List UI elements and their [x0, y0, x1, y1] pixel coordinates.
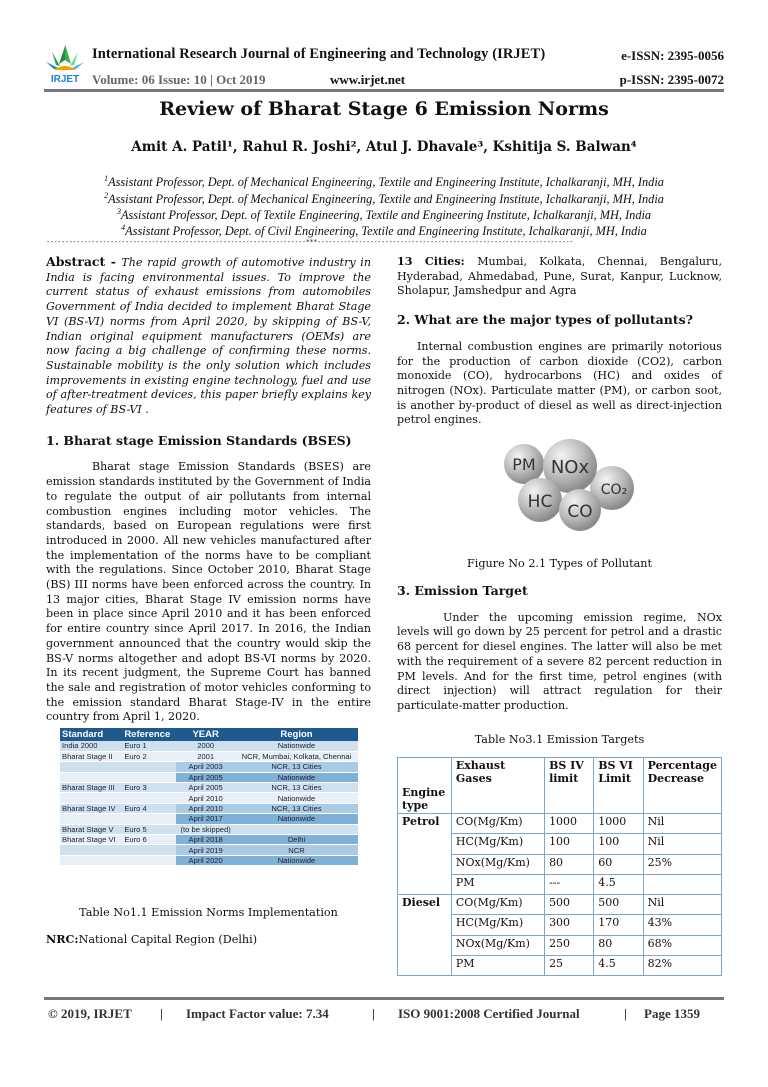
table-cell: Bharat Stage VI	[60, 835, 122, 845]
footer-rule	[44, 997, 724, 1000]
engine-type-cell	[398, 956, 452, 976]
table-header-cell: BS IV limit	[545, 758, 594, 814]
footer-copyright: © 2019, IRJET	[48, 1006, 132, 1021]
engine-type-cell	[398, 935, 452, 955]
table-cell	[235, 824, 358, 834]
table-cell: 2000	[176, 741, 235, 751]
svg-text:CO: CO	[567, 502, 593, 522]
figure-2-caption: Figure No 2.1 Types of Pollutant	[467, 557, 652, 570]
table-cell: 4.5	[594, 956, 643, 976]
table-1-caption: Table No1.1 Emission Norms Implementation	[79, 906, 338, 919]
p-issn: p-ISSN: 2395-0072	[619, 72, 724, 87]
table-row	[60, 814, 358, 824]
table-cell: 25%	[643, 854, 721, 874]
table-row	[398, 915, 722, 935]
table-row	[398, 874, 722, 894]
table-cell: (to be skipped)	[176, 824, 235, 834]
engine-type-cell	[398, 915, 452, 935]
affiliation-3: $^3$Assistant Professor, Dept. of Textile Engineering, Textile and Engineering Institute, Ichalkaranji, MH, India	[116, 207, 652, 223]
website-link[interactable]: www.irjet.net	[330, 72, 406, 87]
table-cell: 25	[545, 956, 594, 976]
table-row	[60, 741, 358, 751]
table-row	[398, 956, 722, 976]
journal-name: International Research Journal of Engineering and Technology (IRJET)	[92, 46, 546, 62]
table-cell: 100	[594, 834, 643, 854]
volume-issue: Volume: 06 Issue: 10 | Oct 2019	[92, 72, 266, 87]
table-cell: April 2003	[176, 762, 235, 772]
table-row	[60, 772, 358, 782]
table-cell: 2001	[176, 751, 235, 761]
table-cell	[122, 772, 176, 782]
table-cell: 250	[545, 935, 594, 955]
table-row	[398, 834, 722, 854]
table-row	[60, 783, 358, 793]
table-cell: Nationwide	[235, 741, 358, 751]
table-3-caption: Table No3.1 Emission Targets	[474, 733, 645, 746]
table-row	[60, 793, 358, 803]
table-cell: 82%	[643, 956, 721, 976]
table-cell: NCR, 13 Cities	[235, 803, 358, 813]
abstract: Abstract - The rapid growth of automotive industry in India is facing environmental issues. To improve the current status of exhaust emissions from automobiles Government of India decided to implement Bharat Stage VI (BS-VI) norms from April 2020, by skipping of BS-V, Indian original equipment manufacturers (OEMs) are now facing a big challenge of confirming these norms. Sustainable mobility is the only solution which includes improvements in existing engine technology, fuel and use of after-treatment devices, this paper briefly explains key features of BS-VI .	[46, 254, 371, 417]
table-cell: Delhi	[235, 835, 358, 845]
left-column	[46, 255, 371, 725]
table-cell: April 2020	[176, 855, 235, 865]
emission-targets-table	[397, 757, 722, 976]
table-cell: 170	[594, 915, 643, 935]
table-cell: April 2005	[176, 783, 235, 793]
table-cell: NOx(Mg/Km)	[451, 854, 544, 874]
emission-norms-table	[60, 728, 358, 866]
engine-type-cell: Petrol	[398, 814, 452, 834]
table-cell: 80	[545, 854, 594, 874]
footer-impact-factor: Impact Factor value: 7.34	[186, 1006, 329, 1021]
table-cell: Euro 6	[122, 835, 176, 845]
table-cell	[122, 762, 176, 772]
table-cell: PM	[451, 956, 544, 976]
table-cell: ---	[545, 874, 594, 894]
table-cell: 500	[545, 895, 594, 915]
table-cell: Bharat Stage IV	[60, 803, 122, 813]
table-cell: NOx(Mg/Km)	[451, 935, 544, 955]
table-cell	[60, 855, 122, 865]
table-cell	[643, 874, 721, 894]
table-cell: April 2019	[176, 845, 235, 855]
table-row	[60, 803, 358, 813]
table-cell: 80	[594, 935, 643, 955]
table-cell: Bharat Stage V	[60, 824, 122, 834]
table-cell	[122, 845, 176, 855]
table-cell: HC(Mg/Km)	[451, 834, 544, 854]
right-column	[397, 255, 722, 428]
affiliation-1: $^1$Assistant Professor, Dept. of Mechanical Engineering, Textile and Engineering Institute, Ichalkaranji, MH, India	[104, 174, 664, 190]
table-header-cell: Percentage Decrease	[643, 758, 721, 814]
table-cell: April 2010	[176, 803, 235, 813]
table-cell: Nationwide	[235, 855, 358, 865]
table-header-row	[398, 758, 722, 814]
page-footer: © 2019, IRJET | Impact Factor value: 7.34 | ISO 9001:2008 Certified Journal | Page 1359	[48, 1006, 700, 1021]
table-row	[60, 762, 358, 772]
separator-line: ---------------------------------------------------------------------***--------------------------------------------------------------------	[46, 238, 574, 246]
table-row	[60, 835, 358, 845]
table-cell: 300	[545, 915, 594, 935]
section-1-heading: 1. Bharat stage Emission Standards (BSES)	[46, 432, 352, 448]
pollutant-figure	[500, 438, 640, 532]
table-cell: 500	[594, 895, 643, 915]
e-issn: e-ISSN: 2395-0056	[621, 48, 724, 63]
table-cell: CO(Mg/Km)	[451, 814, 544, 834]
table-cell: April 2018	[176, 835, 235, 845]
table-cell: CO(Mg/Km)	[451, 895, 544, 915]
table-cell: PM	[451, 874, 544, 894]
table-cell: Euro 5	[122, 824, 176, 834]
table-row	[398, 814, 722, 834]
table-cell	[122, 855, 176, 865]
table-cell	[122, 814, 176, 824]
nrc-note: NRC:National Capital Region (Delhi)	[46, 932, 258, 946]
table-cell: Bharat Stage III	[60, 783, 122, 793]
table-cell: Euro 2	[122, 751, 176, 761]
table-row	[398, 854, 722, 874]
table-cell: Nil	[643, 895, 721, 915]
svg-text:PM: PM	[512, 455, 536, 474]
table-cell: India 2000	[60, 741, 122, 751]
table-row	[60, 845, 358, 855]
table-cell	[60, 845, 122, 855]
section-2-heading: 2. What are the major types of pollutants?	[397, 312, 693, 328]
journal-header	[44, 40, 724, 90]
table-cell: HC(Mg/Km)	[451, 915, 544, 935]
table-cell: Euro 1	[122, 741, 176, 751]
table-cell	[60, 772, 122, 782]
table-cell: NCR, 13 Cities	[235, 783, 358, 793]
table-header-cell: Engine type	[398, 758, 452, 814]
table-cell: 4.5	[594, 874, 643, 894]
cities-list: 13 Cities: Mumbai, Kolkata, Chennai, Bengaluru, Hyderabad, Ahmedabad, Pune, Surat, Kanpur, Lucknow, Sholapur, Jamshedpur and Agra	[397, 255, 723, 298]
table-cell: April 2017	[176, 814, 235, 824]
table-cell: Nil	[643, 814, 721, 834]
author-list: Amit A. Patil¹, Rahul R. Joshi², Atul J. Dhavale³, Kshitija S. Balwan⁴	[131, 139, 637, 155]
table-cell	[122, 793, 176, 803]
table-cell: NCR, 13 Cities	[235, 762, 358, 772]
table-header-cell: YEAR	[176, 728, 235, 741]
table-row	[60, 824, 358, 834]
table-cell: 100	[545, 834, 594, 854]
table-header-row	[60, 728, 358, 741]
section-3-body: Under the upcoming emission regime, NOx levels will go down by 25 percent for petrol and a drastic 68 percent for diesel engines. The latter will also be met with the requirement of a severe 82 percent reduction in PM levels. And for the first time, petrol engines (with direct injection) will attract regulation for their particulate-matter production.	[397, 610, 722, 712]
engine-type-cell	[398, 854, 452, 874]
table-header-cell: Exhaust Gases	[451, 758, 544, 814]
affiliation-4: $^4$Assistant Professor, Dept. of Civil Engineering, Textile and Engineering Institute, Ichalkaranji, MH, India	[121, 223, 647, 239]
svg-text:NOx: NOx	[550, 457, 590, 478]
table-cell: April 2010	[176, 793, 235, 803]
table-cell: 43%	[643, 915, 721, 935]
table-cell	[60, 762, 122, 772]
engine-type-cell	[398, 874, 452, 894]
table-header-cell: BS VI Limit	[594, 758, 643, 814]
table-cell: 1000	[594, 814, 643, 834]
table-header-cell: Reference	[122, 728, 176, 741]
table-row	[60, 751, 358, 761]
svg-text:CO₂: CO₂	[600, 482, 628, 498]
irjet-logo	[44, 40, 86, 86]
table-row	[60, 855, 358, 865]
table-cell: Nationwide	[235, 793, 358, 803]
table-cell: Nil	[643, 834, 721, 854]
engine-type-cell	[398, 834, 452, 854]
table-cell: Bharat Stage II	[60, 751, 122, 761]
table-cell: April 2005	[176, 772, 235, 782]
footer-iso: ISO 9001:2008 Certified Journal	[398, 1006, 580, 1021]
table-header-cell: Standard	[60, 728, 122, 741]
table-cell: Nationwide	[235, 814, 358, 824]
affiliation-2: $^2$Assistant Professor, Dept. of Mechanical Engineering, Textile and Engineering Institute, Ichalkaranji, MH, India	[104, 191, 664, 207]
table-cell: 1000	[545, 814, 594, 834]
table-cell: Nationwide	[235, 772, 358, 782]
section-2-body: Internal combustion engines are primarily notorious for the production of carbon dioxide (CO2), carbon monoxide (CO), hydrocarbons (HC) and oxides of nitrogen (NOx). Particulate matter (PM), or carbon soot, is another by-product of diesel as well as direct-injection petrol engines.	[397, 339, 722, 427]
svg-text:IRJET: IRJET	[50, 74, 80, 85]
table-row	[398, 935, 722, 955]
footer-page-number: Page 1359	[644, 1006, 700, 1021]
table-cell: NCR, Mumbai, Kolkata, Chennai	[235, 751, 358, 761]
table-cell	[60, 814, 122, 824]
table-cell: NCR	[235, 845, 358, 855]
table-row	[398, 895, 722, 915]
table-cell: 60	[594, 854, 643, 874]
table-cell: Euro 3	[122, 783, 176, 793]
table-cell: Euro 4	[122, 803, 176, 813]
table-cell	[60, 793, 122, 803]
section-3	[397, 584, 722, 714]
section-3-heading: 3. Emission Target	[397, 583, 528, 598]
engine-type-cell: Diesel	[398, 895, 452, 915]
table-cell: 68%	[643, 935, 721, 955]
section-1-body: Bharat stage Emission Standards (BSES) are emission standards instituted by the Government of India to regulate the output of air pollutants from internal combustion engines including motor vehicles. The standards, based on European regulations were first introduced in 2000. All new vehicles manufactured after the implementation of the norms have to be compliant with the regulations. Since October 2010, Bharat Stage (BS) III norms have been enforced across the country. In 13 major cities, Bharat Stage IV emission norms have been in place since April 2010 and it has been enforced for entire country since April 2017. In 2016, the Indian government announced that the country would skip the BS-V norms altogether and adopt BS-VI norms by 2020. In its recent judgment, the Supreme Court has banned the sale and registration of motor vehicles conforming to the emission standard Bharat Stage-IV in the entire country from April 1, 2020.	[46, 460, 371, 724]
header-rule	[44, 89, 724, 92]
svg-text:HC: HC	[527, 492, 553, 512]
table-header-cell: Region	[235, 728, 358, 741]
paper-title: Review of Bharat Stage 6 Emission Norms	[159, 98, 609, 120]
